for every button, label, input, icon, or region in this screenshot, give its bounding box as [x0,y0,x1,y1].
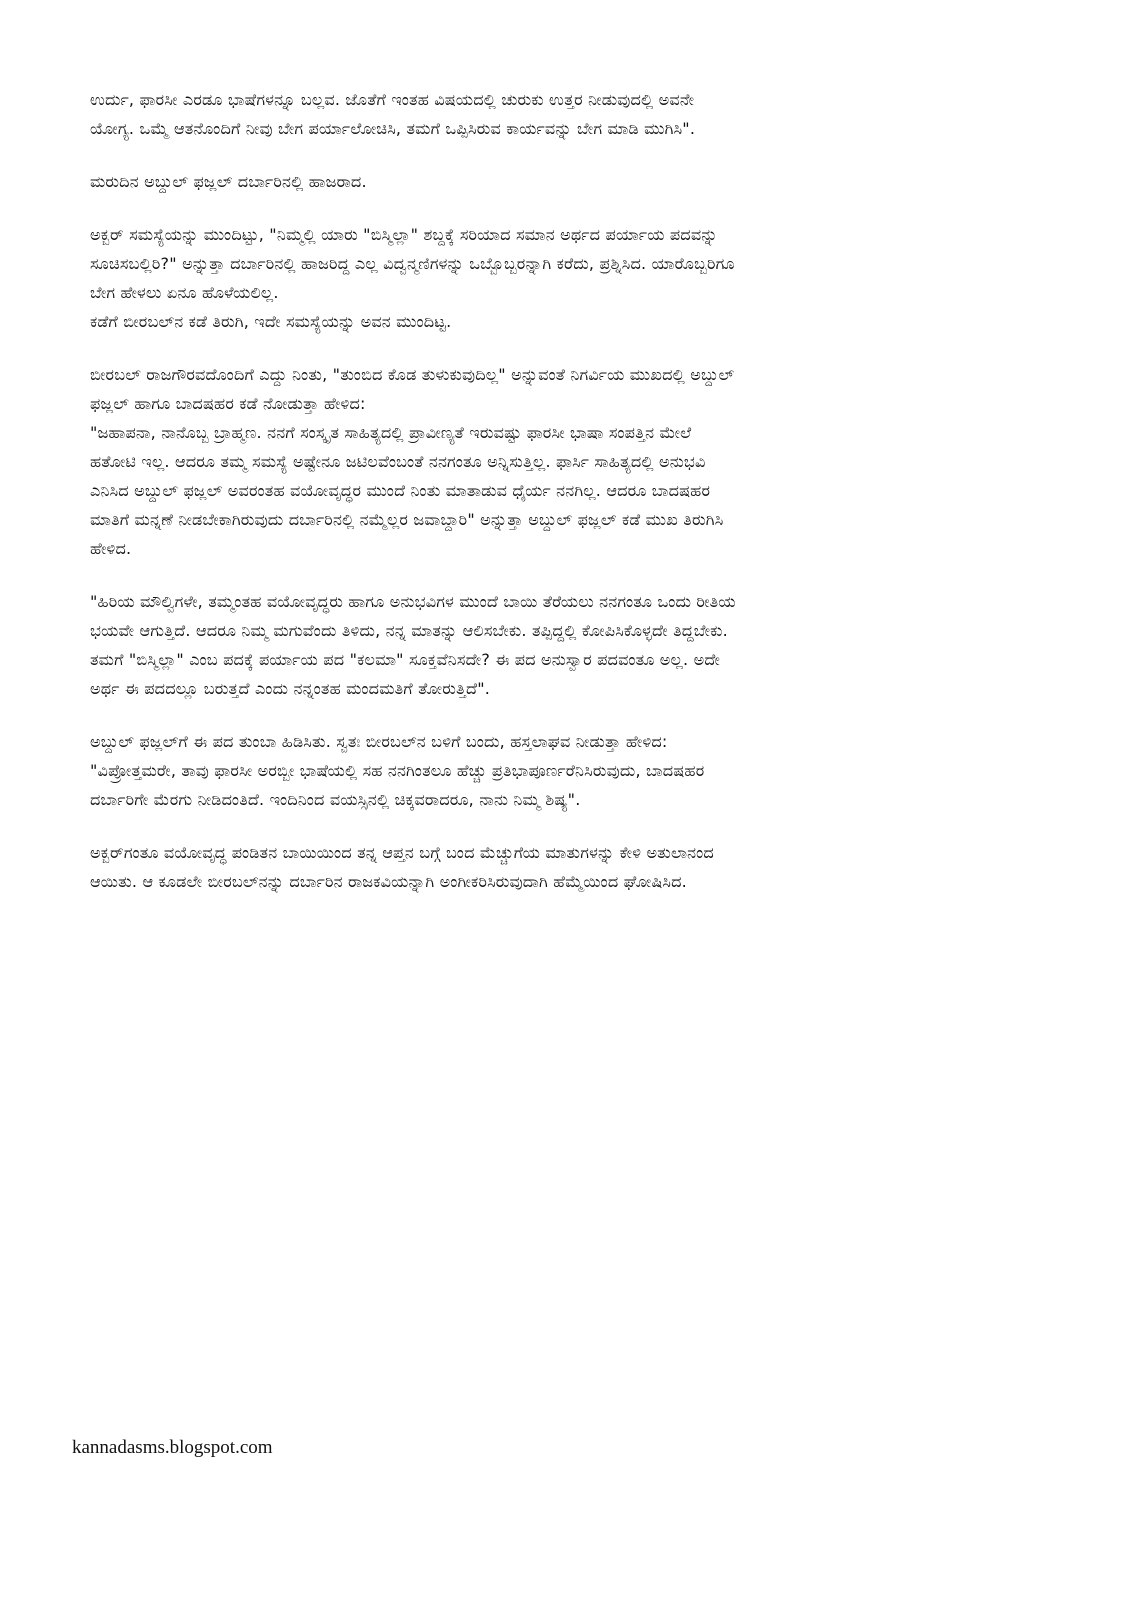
text-line: ಹೇಳಿದ. [90,539,132,558]
text-line: ಅಕ್ಬರ್ ಸಮಸ್ಯೆಯನ್ನು ಮುಂದಿಟ್ಟು, "ನಿಮ್ಮಲ್ಲಿ ಯಾರು "ಬಿಸ್ಮಿಲ್ಲಾ" ಶಬ್ದಕ್ಕೆ ಸರಿಯಾದ ಸಮಾನ ಅರ್ಥದ ಪರ್ಯಾಯ ಪದವನ್ನು [90,225,718,244]
paragraph-7 [90,838,940,896]
text-line: ಬೇಗ ಹೇಳಲು ಏನೂ ಹೊಳೆಯಲಿಲ್ಲ. [90,283,279,302]
text-line: ಫಜ್ಲಲ್ ಹಾಗೂ ಬಾದಷಹರ ಕಡೆ ನೋಡುತ್ತಾ ಹೇಳಿದ: [90,394,366,413]
text-line: ಯೋಗ್ಯ. ಒಮ್ಮೆ ಆತನೊಂದಿಗೆ ನೀವು ಬೇಗ ಪರ್ಯಾಲೋಚಿಸಿ, ತಮಗೆ ಒಪ್ಪಿಸಿರುವ ಕಾರ್ಯವನ್ನು ಬೇಗ ಮಾಡಿ ಮುಗಿಸಿ". [90,119,696,138]
text-line: ಆಯಿತು. ಆ ಕೂಡಲೇ ಬೀರಬಲ್‌ನನ್ನು ದರ್ಬಾರಿನ ರಾಜಕವಿಯನ್ನಾಗಿ ಅಂಗೀಕರಿಸಿರುವುದಾಗಿ ಹೆಮ್ಮೆಯಿಂದ ಘೋಷಿಸಿದ. [90,872,687,891]
text-line: ತಮಗೆ "ಬಿಸ್ಮಿಲ್ಲಾ" ಎಂಬ ಪದಕ್ಕೆ ಪರ್ಯಾಯ ಪದ "ಕಲಮಾ" ಸೂಕ್ತವೆನಿಸದೇ? ಈ ಪದ ಅನುಸ್ವಾರ ಪದವಂತೂ ಅಲ್ಲ. ಅದೇ [90,650,721,669]
text-line: ಬೀರಬಲ್ ರಾಜಗೌರವದೊಂದಿಗೆ ಎದ್ದು ನಿಂತು, "ತುಂಬಿದ ಕೊಡ ತುಳುಕುವುದಿಲ್ಲ" ಅನ್ನುವಂತೆ ನಿಗರ್ವಿಯ ಮುಖದಲ್ಲಿ ಅಬ್ದುಲ್ [90,365,735,384]
paragraph-3 [90,220,940,336]
paragraph-4 [90,360,940,563]
text-line: ಉರ್ದು, ಫಾರಸೀ ಎರಡೂ ಭಾಷೆಗಳನ್ನೂ ಬಲ್ಲವ. ಜೊತೆಗೆ ಇಂತಹ ವಿಷಯದಲ್ಲಿ ಚುರುಕು ಉತ್ತರ ನೀಡುವುದಲ್ಲಿ ಅವನೇ [90,90,695,109]
text-line: ಅರ್ಥ ಈ ಪದದಲ್ಲೂ ಬರುತ್ತದೆ ಎಂದು ನನ್ನಂತಹ ಮಂದಮತಿಗೆ ತೋರುತ್ತಿದೆ". [90,679,491,698]
text-line: ಕಡೆಗೆ ಬೀರಬಲ್‌ನ ಕಡೆ ತಿರುಗಿ, ಇದೇ ಸಮಸ್ಯೆಯನ್ನು ಅವನ ಮುಂದಿಟ್ಟ. [90,312,452,331]
text-line: ಮರುದಿನ ಅಬ್ದುಲ್ ಫಜ್ಲಲ್ ದರ್ಬಾರಿನಲ್ಲಿ ಹಾಜರಾದ. [90,172,367,191]
text-line: ಮಾತಿಗೆ ಮನ್ನಣೆ ನೀಡಬೇಕಾಗಿರುವುದು ದರ್ಬಾರಿನಲ್ಲಿ ನಮ್ಮೆಲ್ಲರ ಜವಾಬ್ದಾರಿ" ಅನ್ನುತ್ತಾ ಅಬ್ದುಲ್ ಫಜ್ಲಲ್ ಕಡೆ ಮುಖ ತಿರುಗಿಸಿ [90,510,724,529]
text-line: ಅಬ್ದುಲ್ ಫಜ್ಲಲ್‌ಗೆ ಈ ಪದ ತುಂಬಾ ಹಿಡಿಸಿತು. ಸ್ವತಃ ಬೀರಬಲ್‌ನ ಬಳಿಗೆ ಬಂದು, ಹಸ್ತಲಾಘವ ನೀಡುತ್ತಾ ಹೇಳಿದ: [90,732,668,751]
text-line: ಭಯವೇ ಆಗುತ್ತಿದೆ. ಆದರೂ ನಿಮ್ಮ ಮಗುವೆಂದು ತಿಳಿದು, ನನ್ನ ಮಾತನ್ನು ಆಲಿಸಬೇಕು. ತಪ್ಪಿದ್ದಲ್ಲಿ ಕೋಪಿಸಿಕೊಳ್ಳದೇ ತಿದ್ದಬೇಕು. [90,621,728,640]
text-line: ದರ್ಬಾರಿಗೇ ಮೆರಗು ನೀಡಿದಂತಿದೆ. ಇಂದಿನಿಂದ ವಯಸ್ಸಿನಲ್ಲಿ ಚಿಕ್ಕವರಾದರೂ, ನಾನು ನಿಮ್ಮ ಶಿಷ್ಯ". [90,790,581,809]
text-line: "ವಿಪ್ರೋತ್ತಮರೇ, ತಾವು ಫಾರಸೀ ಅರಬ್ಬೀ ಭಾಷೆಯಲ್ಲಿ ಸಹ ನನಗಿಂತಲೂ ಹೆಚ್ಚು ಪ್ರತಿಭಾಪೂರ್ಣರೆನಿಸಿರುವುದು, ಬಾದಷಹರ [90,761,705,780]
text-line: ಹತೋಟಿ ಇಲ್ಲ. ಆದರೂ ತಮ್ಮ ಸಮಸ್ಯೆ ಅಷ್ಟೇನೂ ಜಟಿಲವೆಂಬಂತೆ ನನಗಂತೂ ಅನ್ನಿಸುತ್ತಿಲ್ಲ. ಫಾರ್ಸಿ ಸಾಹಿತ್ಯದಲ್ಲಿ ಅನುಭವಿ [90,452,706,471]
text-line: ಎನಿಸಿದ ಅಬ್ದುಲ್ ಫಜ್ಲಲ್ ಅವರಂತಹ ವಯೋವೃದ್ಧರ ಮುಂದೆ ನಿಂತು ಮಾತಾಡುವ ಧೈರ್ಯ ನನಗಿಲ್ಲ. ಆದರೂ ಬಾದಷಹರ [90,481,711,500]
text-line: "ಜಹಾಪನಾ, ನಾನೊಬ್ಬ ಬ್ರಾಹ್ಮಣ. ನನಗೆ ಸಂಸ್ಕೃತ ಸಾಹಿತ್ಯದಲ್ಲಿ ಪ್ರಾವೀಣ್ಯತೆ ಇರುವಷ್ಟು ಫಾರಸೀ ಭಾಷಾ ಸಂಪತ್ತಿನ ಮೇಲೆ [90,423,692,442]
paragraph-5 [90,587,940,703]
paragraph-6 [90,727,940,814]
text-line: ಸೂಚಿಸಬಲ್ಲಿರಿ?" ಅನ್ನುತ್ತಾ ದರ್ಬಾರಿನಲ್ಲಿ ಹಾಜರಿದ್ದ ಎಲ್ಲ ವಿದ್ವನ್ಮಣಿಗಳನ್ನು ಒಬ್ಬೊಬ್ಬರನ್ನಾಗಿ ಕರೆದು, ಪ್ರಶ್ನಿಸಿದ. ಯಾರೊಬ್ಬರಿಗೂ [90,254,735,273]
paragraph-1 [90,85,940,143]
footer-source-url: kannadasms.blogspot.com [72,1437,273,1458]
text-line: ಅಕ್ಬರ್‌ಗಂತೂ ವಯೋವೃದ್ಧ ಪಂಡಿತನ ಬಾಯಿಯಿಂದ ತನ್ನ ಆಪ್ತನ ಬಗ್ಗೆ ಬಂದ ಮೆಚ್ಚುಗೆಯ ಮಾತುಗಳನ್ನು ಕೇಳಿ ಅತುಲಾನಂದ [90,843,714,862]
paragraph-2 [90,167,940,196]
text-line: "ಹಿರಿಯ ಮೌಲ್ವಿಗಳೇ, ತಮ್ಮಂತಹ ವಯೋವೃದ್ಧರು ಹಾಗೂ ಅನುಭವಿಗಳ ಮುಂದೆ ಬಾಯಿ ತೆರೆಯಲು ನನಗಂತೂ ಒಂದು ರೀತಿಯ [90,592,736,611]
story-body [90,85,940,920]
